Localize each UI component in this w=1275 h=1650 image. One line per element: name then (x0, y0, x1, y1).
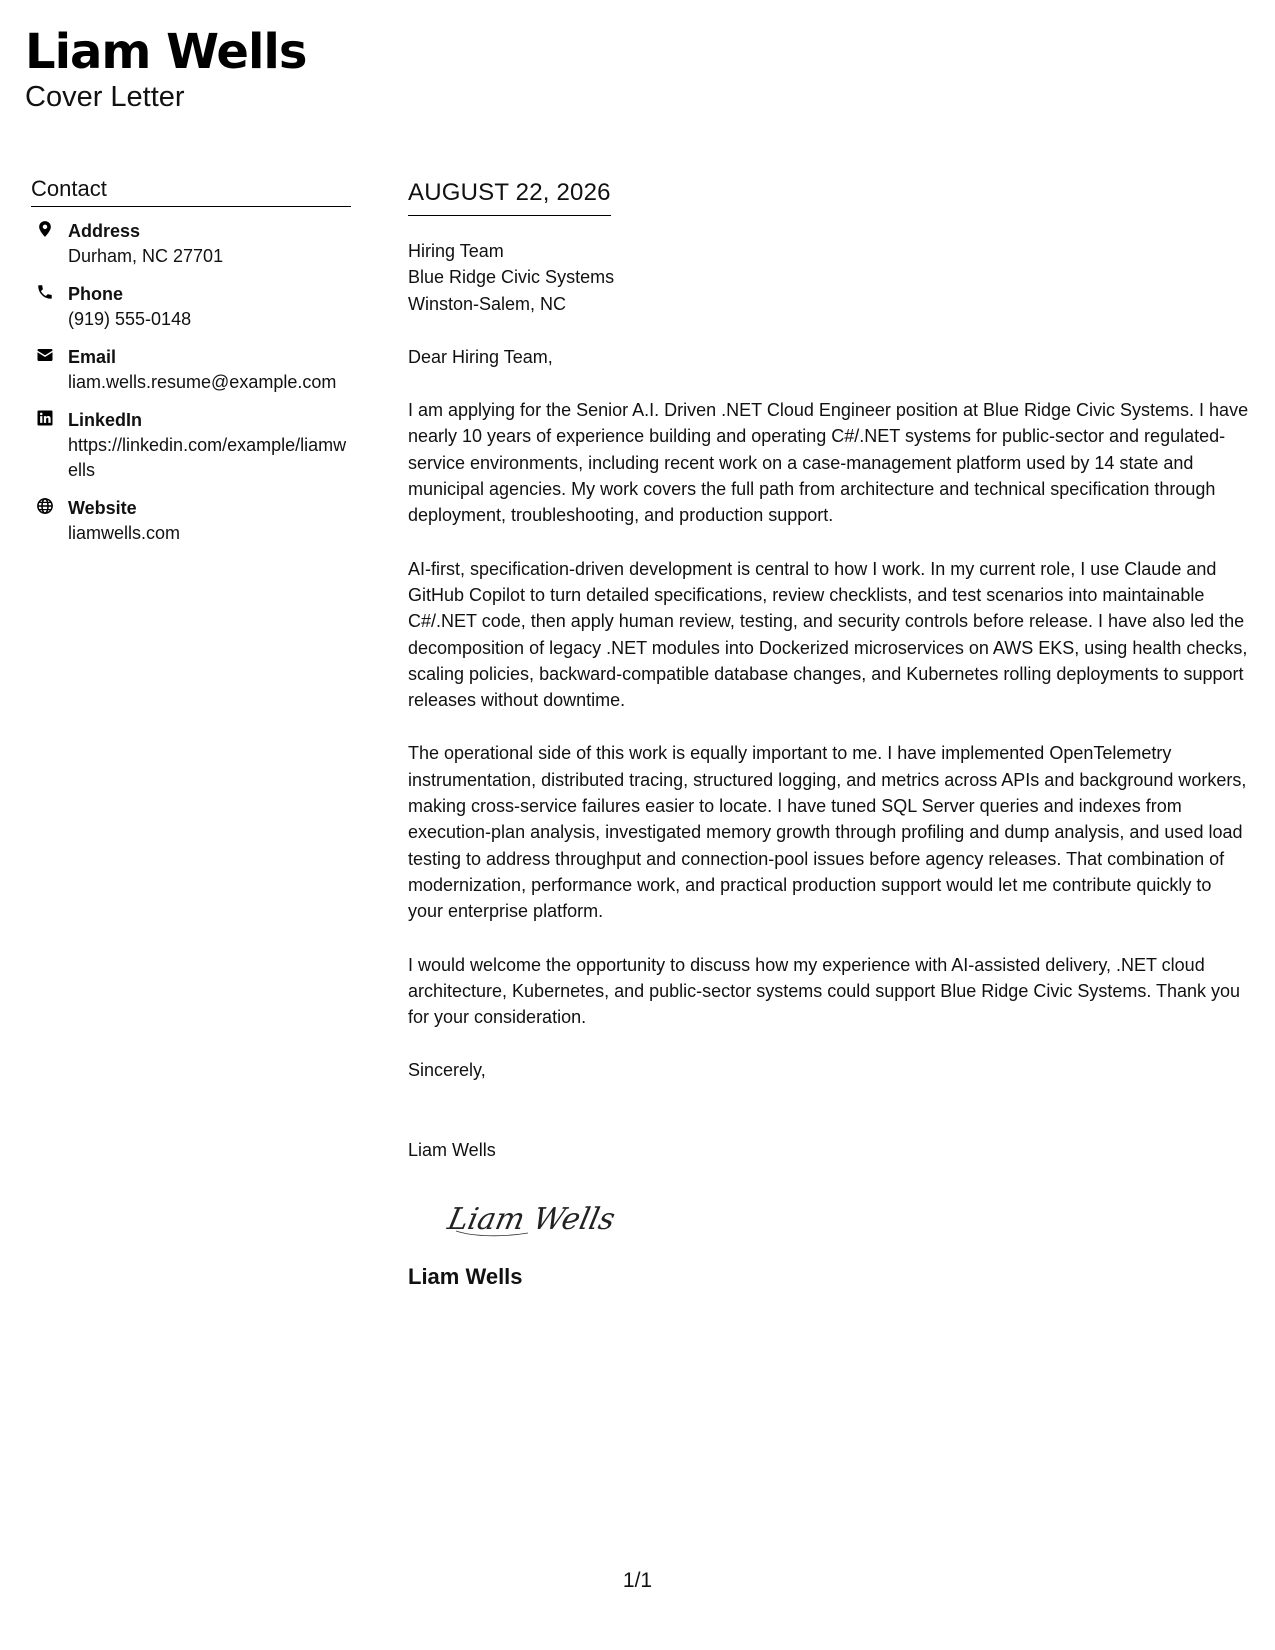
contact-label: Phone (68, 284, 124, 304)
closing: Sincerely, (408, 1060, 486, 1081)
letter-date: AUGUST 22, 2026 (408, 178, 611, 216)
envelope-icon (33, 346, 57, 368)
contact-label: Website (68, 498, 137, 518)
phone-icon (33, 283, 57, 305)
recipient-line: Winston-Salem, NC (408, 293, 567, 314)
recipient-line: Hiring Team (408, 241, 504, 261)
contact-item-linkedin (31, 408, 351, 483)
contact-value: liamwells.com (68, 523, 181, 543)
contact-heading: Contact (31, 176, 351, 207)
letter-paragraph: The operational side of this work is equally important to me. I have implemented OpenTelemetry instrumentation, distributed tracing, structured logging, and metrics across APIs and background workers, making cross-service failures easier to locate. I have tuned SQL Server queries and indexes from execution-plan analysis, investigated memory growth through profiling and dump analysis, and used load testing to address throughput and connection-pool issues before agency releases. That combination of modernization, performance work, and practical production support would let me contribute quickly to your enterprise platform. (408, 743, 1247, 922)
letter-paragraph: I would welcome the opportunity to discuss how my experience with AI-assisted delivery, .NET cloud architecture, Kubernetes, and public-sector systems could support Blue Ridge Civic Systems. Thank you for your consideration. (408, 954, 1241, 1028)
signed-name: Liam Wells (408, 1264, 523, 1290)
recipient-line: Blue Ridge Civic Systems (408, 267, 615, 288)
recipient-block (408, 238, 1250, 317)
printed-name: Liam Wells (408, 1139, 496, 1160)
contact-value: (919) 555-0148 (68, 309, 192, 329)
contact-item-website (31, 496, 351, 546)
globe-icon (33, 497, 57, 519)
contact-label: Email (68, 347, 117, 367)
contact-item-phone (31, 282, 351, 332)
document-subtitle: Cover Letter (25, 81, 185, 113)
applicant-name: Liam Wells (25, 24, 307, 80)
contact-value: https://linkedin.com/example/liamwells (68, 435, 347, 480)
map-pin-icon (33, 220, 57, 242)
linkedin-icon (33, 409, 57, 431)
contact-label: Address (68, 221, 141, 241)
salutation: Dear Hiring Team, (408, 346, 553, 367)
page-number: 1/1 (622, 1569, 653, 1592)
header (25, 22, 306, 114)
svg-text:Liam Wells: Liam Wells (444, 1202, 619, 1237)
signature-image (444, 1193, 644, 1245)
contact-item-email (31, 345, 351, 395)
contact-value: Durham, NC 27701 (68, 246, 224, 266)
contact-sidebar (31, 176, 351, 559)
letter-paragraph: AI-first, specification-driven development is central to how I work. In my current role, I use Claude and GitHub Copilot to turn detailed specifications, review checklists, and test scenarios into maintainable C#/.NET code, then apply human review, testing, and security controls before release. I have also led the decomposition of legacy .NET modules into Dockerized microservices on AWS EKS, using health checks, scaling policies, backward-compatible database changes, and Kubernetes rolling deployments to support releases without downtime. (408, 558, 1248, 711)
contact-item-address (31, 219, 351, 269)
letter-body (408, 178, 1250, 1291)
contact-value: liam.wells.resume@example.com (68, 372, 337, 392)
letter-paragraph: I am applying for the Senior A.I. Driven .NET Cloud Engineer position at Blue Ridge Civic Systems. I have nearly 10 years of experience building and operating C#/.NET systems for public-sector and regulated-service environments, including recent work on a case-management platform used by 14 state and municipal agencies. My work covers the full path from architecture and technical specification through deployment, troubleshooting, and production support. (408, 400, 1249, 526)
contact-label: LinkedIn (68, 410, 143, 430)
